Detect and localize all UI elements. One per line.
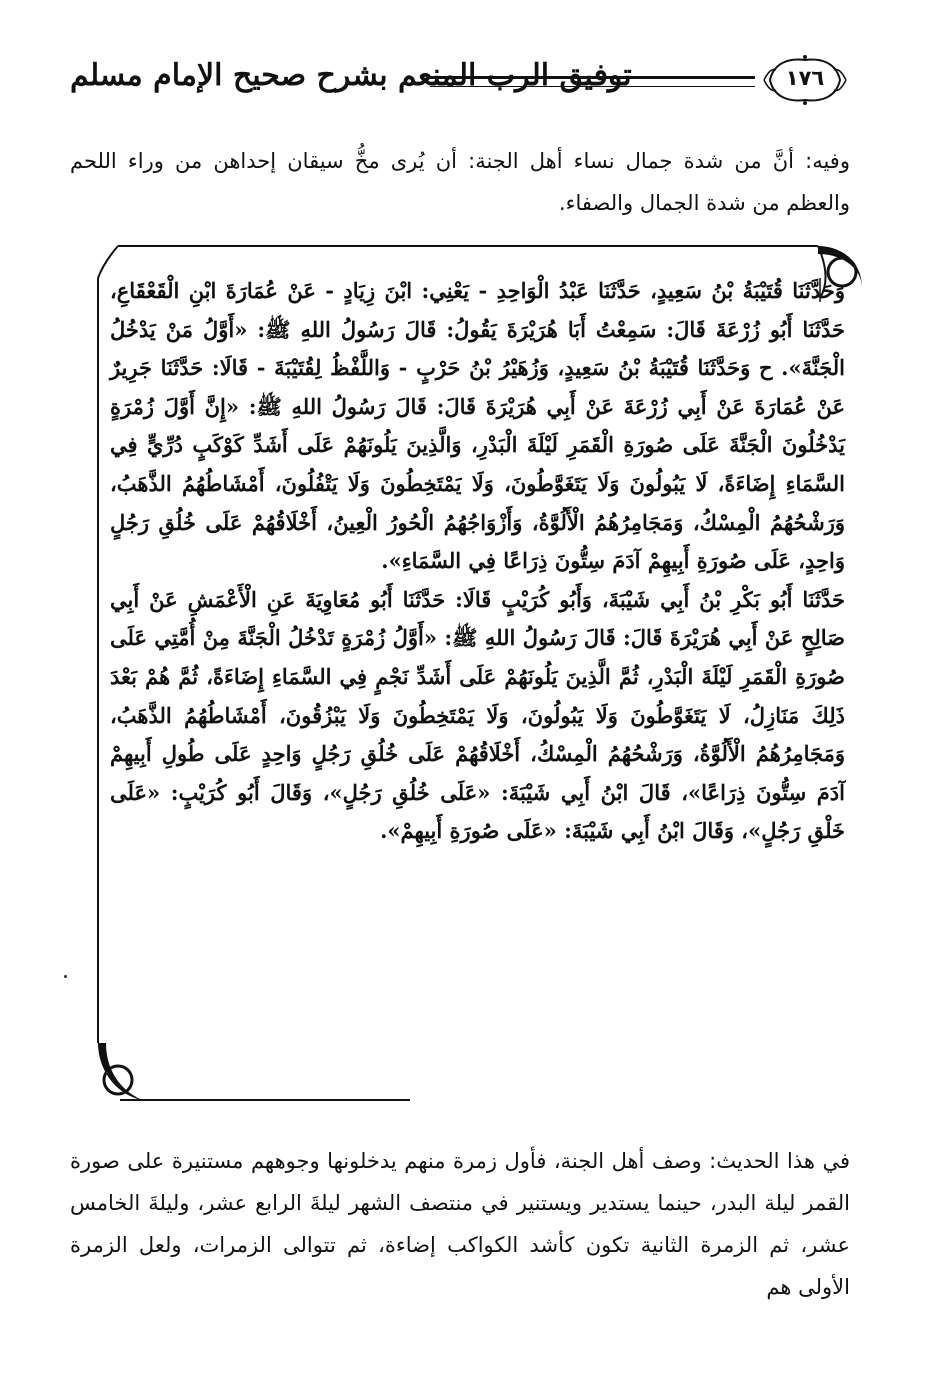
hadith-paragraph-2: حَدَّثَنَا أَبُو بَكْرِ بْنُ أَبِي شَيْبَةَ، وَأَبُو كُرَيْبٍ قَالَا: حَدَّثَنَا أَبُو مُعَاوِيَةَ عَنِ الْأَعْمَشِ عَنْ أَبِي صَالِحٍ عَنْ أَبِي هُرَيْرَةَ قَالَ: قَالَ رَسُولُ اللهِ ﷺ: «أَوَّلُ زُمْرَةٍ تَدْخُلُ الْجَنَّةَ مِنْ أُمَّتِي عَلَى صُورَةِ الْقَمَرِ لَيْلَةَ الْبَدْرِ، ثُمَّ الَّذِينَ يَلُونَهُمْ عَلَى أَشَدِّ نَجْمٍ فِي السَّمَاءِ إِضَاءَةً، ثُمَّ هُمْ بَعْدَ ذَلِكَ مَنَازِلُ، لَا يَتَغَوَّطُونَ وَلَا يَبُولُونَ، وَلَا يَمْتَخِطُونَ وَلَا يَبْزُقُونَ، أَمْشَاطُهُمُ الذَّهَبُ، وَمَجَامِرُهُمُ الْأَلُوَّةُ، وَرَشْحُهُمُ الْمِسْكُ، أَخْلَاقُهُمْ عَلَى خُلُقِ رَجُلٍ وَاحِدٍ عَلَى طُولِ أَبِيهِمْ آدَمَ سِتُّونَ ذِرَاعًا»، قَالَ ابْنُ أَبِي شَيْبَةَ: «عَلَى خُلُقِ رَجُلٍ»، وَقَالَ أَبُو كُرَيْبٍ: «عَلَى خَلْقِ رَجُلٍ»، وَقَالَ ابْنُ أَبِي شَيْبَةَ: «عَلَى صُورَةِ أَبِيهِمْ». <box>110 586 845 844</box>
page-number: ١٧٦ <box>785 66 825 90</box>
hadith-text-block <box>110 272 845 851</box>
page-number-badge <box>760 52 850 108</box>
header-rule <box>430 76 755 87</box>
commentary-paragraph: في هذا الحديث: وصف أهل الجنة، فأول زمرة منهم يدخلونها وجوههم مستنيرة على صورة القمر ليلة البدر، حينما يستدير ويستنير في منتصف الشهر ليلةَ الرابع عشر، وليلةَ الخامس عشر، ثم الزمرة الثانية تكون كأشد الكواكب إضاءة، ثم تتوالى الزمرات، ولعل الزمرة الأولى هم <box>70 1149 850 1299</box>
hadith-paragraph-1: وَحَدَّثَنَا قُتَيْبَةُ بْنُ سَعِيدٍ، حَدَّثَنَا عَبْدُ الْوَاحِدِ - يَعْنِي: ابْنَ زِيَادٍ - عَنْ عُمَارَةَ ابْنِ الْقَعْقَاعِ، حَدَّثَنَا أَبُو زُرْعَةَ قَالَ: سَمِعْتُ أَبَا هُرَيْرَةَ يَقُولُ: قَالَ رَسُولُ اللهِ ﷺ: «أَوَّلُ مَنْ يَدْخُلُ الْجَنَّةَ». ح وَحَدَّثَنَا قُتَيْبَةُ بْنُ سَعِيدٍ، وَزُهَيْرُ بْنُ حَرْبٍ - وَاللَّفْظُ لِقُتَيْبَةَ - قَالَا: حَدَّثَنَا جَرِيرٌ عَنْ عُمَارَةَ عَنْ أَبِي زُرْعَةَ عَنْ أَبِي هُرَيْرَةَ قَالَ: قَالَ رَسُولُ اللهِ ﷺ: «إِنَّ أَوَّلَ زُمْرَةٍ يَدْخُلُونَ الْجَنَّةَ عَلَى صُورَةِ الْقَمَرِ لَيْلَةَ الْبَدْرِ، وَالَّذِينَ يَلُونَهُمْ عَلَى أَشَدِّ كَوْكَبٍ دُرِّيٍّ فِي السَّمَاءِ إِضَاءَةً، لَا يَبُولُونَ وَلَا يَتَغَوَّطُونَ، وَلَا يَمْتَخِطُونَ وَلَا يَتْفُلُونَ، أَمْشَاطُهُمُ الذَّهَبُ، وَرَشْحُهُمُ الْمِسْكُ، وَمَجَامِرُهُمُ الْأَلُوَّةُ، وَأَزْوَاجُهُمُ الْحُورُ الْعِينُ، أَخْلَاقُهُمْ عَلَى خُلُقِ رَجُلٍ وَاحِدٍ، عَلَى صُورَةِ أَبِيهِمْ آدَمَ سِتُّونَ ذِرَاعًا فِي السَّمَاءِ». <box>110 278 845 574</box>
page-header <box>70 52 850 112</box>
book-title: توفيق الرب المنعم بشرح صحيح الإمام مسلم <box>70 58 632 93</box>
scan-speck <box>64 975 67 978</box>
intro-paragraph: وفيه: أنَّ من شدة جمال نساء أهل الجنة: أن يُرى مخُّ سيقان إحداهن من وراء اللحم والعظم من شدة الجمال والصفاء. <box>70 149 850 215</box>
